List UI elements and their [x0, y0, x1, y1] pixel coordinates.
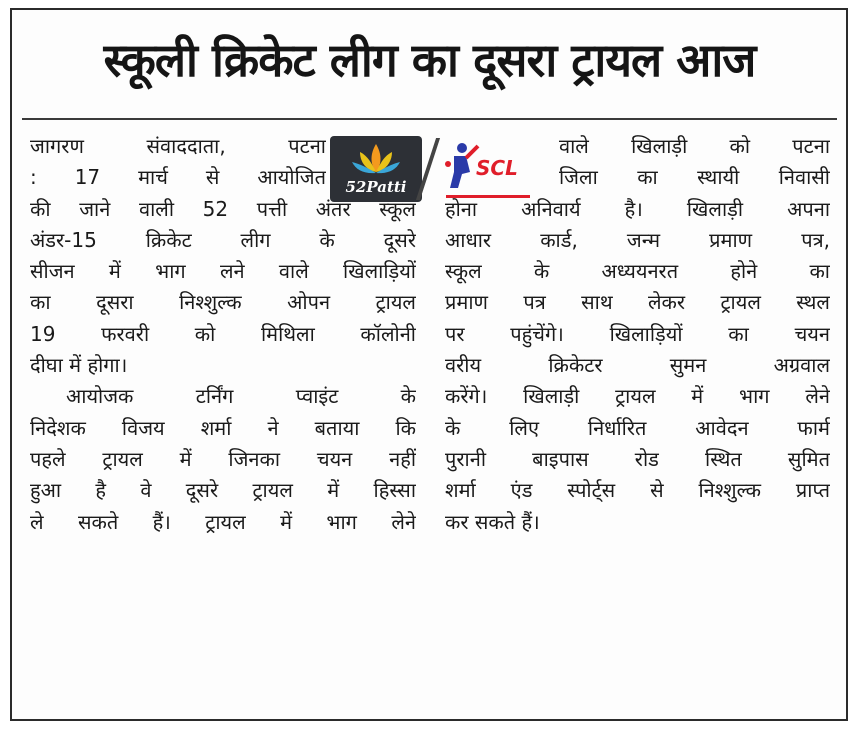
headline: स्कूली क्रिकेट लीग का दूसरा ट्रायल आज	[103, 33, 756, 87]
text-line: शर्मा एंड स्पोर्ट्स से निश्शुल्क प्राप्त	[445, 478, 830, 503]
text-line: कर सकते हैं।	[445, 509, 540, 534]
text-line: करेंगे। खिलाड़ी ट्रायल में भाग लेने	[445, 384, 830, 409]
text-line: 19 फरवरी को मिथिला कॉलोनी	[30, 321, 416, 346]
text-line: वाले खिलाड़ी को पटना	[559, 134, 830, 158]
right-column	[445, 131, 830, 538]
text-line: होना अनिवार्य है। खिलाड़ी अपना	[445, 196, 830, 221]
text-line: पहले ट्रायल में जिनका चयन नहीं	[30, 446, 416, 471]
text-line: वरीय क्रिकेटर सुमन अग्रवाल	[445, 353, 830, 378]
text-line: जागरण संवाददाता, पटना	[30, 134, 326, 158]
scl-logo-text: SCL	[476, 156, 518, 180]
text-line: : 17 मार्च से आयोजित	[30, 165, 326, 190]
text-line: दीघा में होगा।	[30, 353, 128, 378]
text-line: स्कूल के अध्ययनरत होने का	[445, 259, 830, 284]
text-line: की जाने वाली 52 पत्ती अंतर स्कूल	[30, 196, 416, 221]
text-line: आधार कार्ड, जन्म प्रमाण पत्र,	[445, 227, 830, 252]
text-line: अंडर-15 क्रिकेट लीग के दूसरे	[30, 227, 416, 252]
text-line: पुरानी बाइपास रोड स्थित सुमित	[445, 446, 830, 471]
text-line: ले सकते हैं। ट्रायल में भाग लेने	[30, 509, 416, 534]
text-line: प्रमाण पत्र साथ लेकर ट्रायल स्थल	[445, 290, 830, 315]
text-line: जिला का स्थायी निवासी	[559, 165, 830, 190]
text-line: आयोजक टर्निंग प्वाइंट के	[66, 384, 416, 409]
left-column	[30, 131, 416, 538]
text-line: निदेशक विजय शर्मा ने बताया कि	[30, 415, 416, 440]
text-line: के लिए निर्धारित आवेदन फार्म	[445, 415, 830, 440]
text-line: हुआ है वे दूसरे ट्रायल में हिस्सा	[30, 478, 416, 503]
text-line: का दूसरा निश्शुल्क ओपन ट्रायल	[30, 290, 416, 315]
52patti-logo-text: 52Patti	[345, 178, 407, 196]
text-line: पर पहुंचेंगे। खिलाड़ियों का चयन	[445, 321, 830, 346]
headline-rule	[22, 118, 837, 120]
text-line: सीजन में भाग लने वाले खिलाड़ियों	[30, 259, 416, 284]
